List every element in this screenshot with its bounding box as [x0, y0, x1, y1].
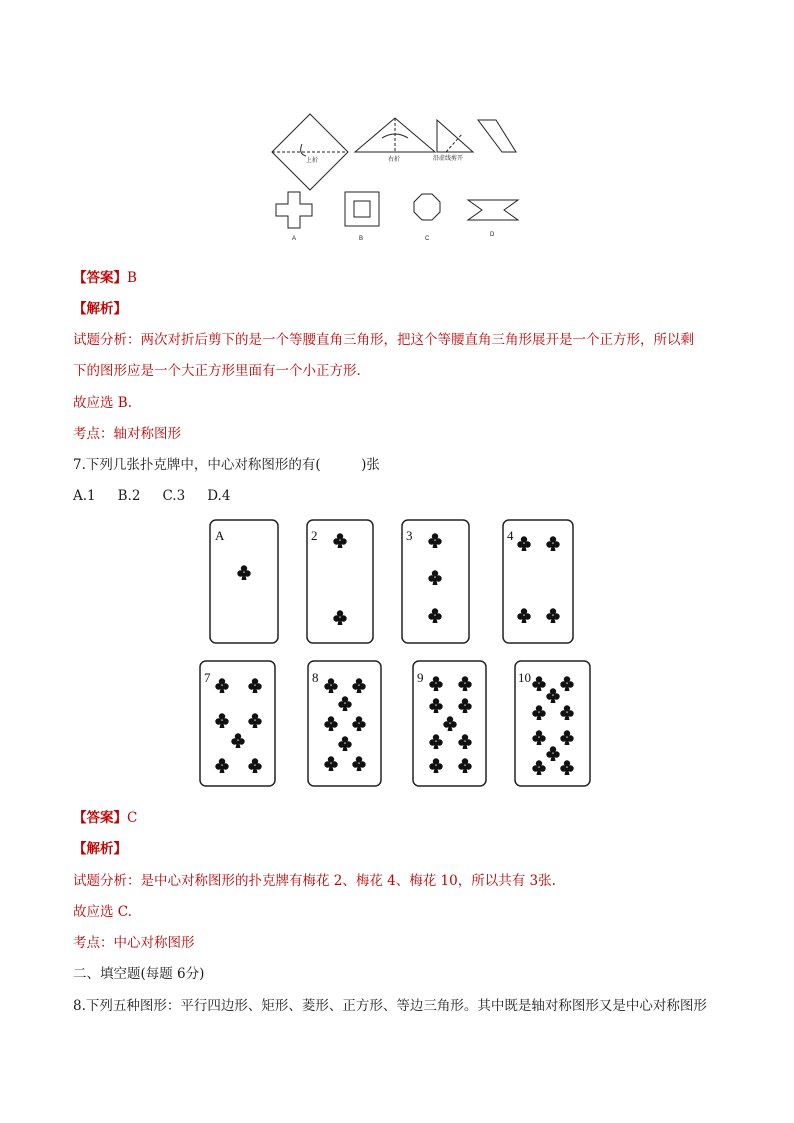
cut-dashed-label: 沿虚线剪开	[433, 156, 464, 162]
q6-analysis-line1: 试题分析：两次对折后剪下的是一个等腰直角三角形，把这个等腰直角三角形展开是一个正方形，所以剩	[73, 332, 694, 348]
option-a-label: A	[292, 236, 297, 242]
folding-cutting-figure	[270, 112, 525, 252]
section-heading: 二、填空题(每题 6分)	[73, 966, 205, 982]
q7-answer: 【答案】C	[73, 810, 138, 826]
q6-point: 考点：轴对称图形	[73, 426, 181, 442]
playing-cards-figure	[195, 515, 600, 790]
option-b-inner-square	[354, 201, 370, 217]
q7-analysis-line1: 试题分析：是中心对称图形的扑克牌有梅花 2、梅花 4、梅花 10，所以共有 3张.	[73, 873, 556, 889]
card-10-rank: 10	[518, 670, 531, 685]
option-a-cross-shape	[276, 192, 312, 228]
q7-point: 考点：中心对称图形	[73, 935, 195, 951]
q6-analysis-tag: 【解析】	[73, 301, 127, 317]
cut-result-shape	[478, 120, 516, 152]
q7-analysis-tag: 【解析】	[73, 841, 127, 857]
card-7-rank: 7	[204, 670, 211, 685]
small-triangle-shape	[437, 120, 473, 152]
q7-option-a: A.1	[73, 488, 96, 504]
fold-right-label: 右折	[388, 157, 401, 163]
option-c-octagon-shape	[414, 194, 440, 220]
q7-conclusion: 故应选 C.	[73, 904, 132, 920]
option-d-bowtie-shape	[468, 200, 518, 220]
answer-value: C	[127, 810, 138, 826]
fold-up-label: 上折	[306, 158, 319, 164]
option-d-label: D	[490, 232, 495, 238]
card-8-rank: 8	[312, 670, 319, 685]
card-club-4	[503, 520, 573, 643]
q7-option-b: B.2	[117, 488, 141, 504]
answer-value: B	[127, 270, 137, 286]
q7-question: 7.下列几张扑克牌中，中心对称图形的有( )张	[73, 457, 380, 473]
option-b-label: B	[359, 236, 364, 242]
q6-answer	[73, 268, 137, 288]
card-club-7	[200, 661, 275, 786]
q6-conclusion: 故应选 B.	[73, 395, 133, 411]
option-c-label: C	[425, 236, 430, 242]
card-a-rank: A	[215, 528, 225, 543]
card-2-rank: 2	[311, 528, 318, 543]
answer-tag: 【答案】	[73, 270, 127, 286]
q7-option-d: D.4	[207, 488, 231, 504]
option-b-outer-square	[345, 192, 379, 226]
q7-option-c: C.3	[162, 488, 186, 504]
q7-options	[73, 486, 252, 506]
q6-analysis-line2: 下的图形应是一个大正方形里面有一个小正方形.	[73, 363, 361, 379]
card-4-rank: 4	[507, 528, 514, 543]
card-9-rank: 9	[417, 670, 424, 685]
card-3-rank: 3	[406, 528, 413, 543]
card-club-8	[308, 661, 381, 786]
q8-question: 8.下列五种图形：平行四边形、矩形、菱形、正方形、等边三角形。其中既是轴对称图形又是中心对称图形	[73, 998, 707, 1014]
